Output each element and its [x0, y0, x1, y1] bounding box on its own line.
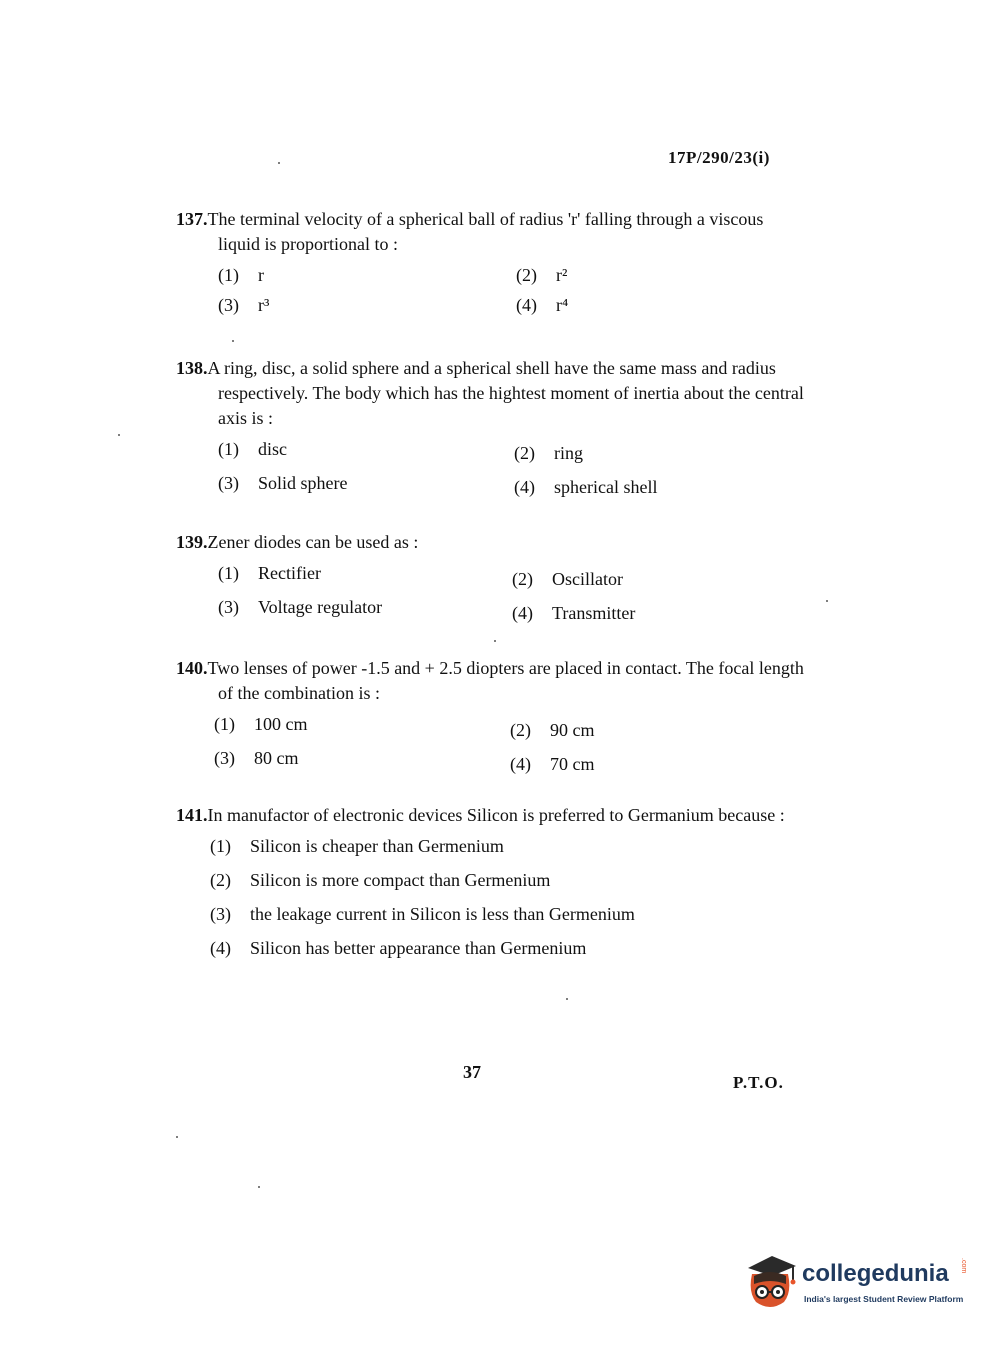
option-3: (3) Voltage regulator [218, 597, 383, 617]
question-text: The terminal velocity of a spherical ball of radius 'r' falling through a viscous liquid is proportional to : [207, 209, 764, 254]
question-139 [176, 530, 806, 625]
option-1: (1) Rectifier [218, 563, 321, 583]
option-4: (4) r⁴ [516, 295, 569, 315]
option-3: (3) the leakage current in Silicon is less than Germenium [210, 904, 635, 924]
scan-speck [232, 340, 234, 342]
question-text: Zener diodes can be used as : [207, 532, 419, 552]
question-text: A ring, disc, a solid sphere and a spherical shell have the same mass and radius respectively. The body which has the hightest moment of inertia about the central axis is : [207, 358, 804, 428]
option-2: (2) Silicon is more compact than Germenium [210, 870, 551, 890]
option-2: (2) ring [514, 443, 583, 463]
question-number: 141. [176, 805, 208, 825]
option-1: (1) r [218, 265, 264, 285]
page-number: 37 [463, 1062, 481, 1082]
question-141 [176, 803, 806, 970]
scan-speck [494, 640, 496, 642]
option-4: (4) spherical shell [514, 477, 658, 497]
question-number: 140. [176, 658, 208, 678]
logo-suffix: .com [960, 1258, 967, 1274]
question-text: Two lenses of power -1.5 and + 2.5 diopters are placed in contact. The focal length of the combination is : [207, 658, 804, 703]
option-4: (4) Silicon has better appearance than Germenium [210, 938, 587, 958]
paper-code: 17P/290/23(i) [668, 148, 770, 167]
scan-speck [826, 600, 828, 602]
scan-speck [118, 434, 120, 436]
mascot-icon [742, 1252, 800, 1312]
option-3: (3) r³ [218, 295, 270, 315]
logo-tagline: India's largest Student Review Platform [804, 1294, 964, 1304]
pto-label: P.T.O. [733, 1073, 784, 1092]
question-140 [176, 656, 806, 776]
option-2: (2) 90 cm [510, 720, 595, 740]
option-1: (1) Silicon is cheaper than Germenium [210, 836, 504, 856]
option-2: (2) r² [516, 265, 568, 285]
option-3: (3) Solid sphere [218, 473, 348, 493]
scan-speck [258, 1186, 260, 1188]
logo-wordmark: collegedunia [802, 1260, 949, 1287]
scan-speck [566, 998, 568, 1000]
option-4: (4) 70 cm [510, 754, 595, 774]
option-1: (1) 100 cm [214, 714, 308, 734]
question-text: In manufactor of electronic devices Silicon is preferred to Germanium because : [207, 805, 785, 825]
question-138 [176, 356, 806, 501]
scan-speck [176, 1136, 178, 1138]
option-1: (1) disc [218, 439, 287, 459]
question-number: 138. [176, 358, 208, 378]
question-137 [176, 207, 806, 327]
question-number: 139. [176, 532, 208, 552]
question-number: 137. [176, 209, 208, 229]
option-4: (4) Transmitter [512, 603, 636, 623]
option-3: (3) 80 cm [214, 748, 299, 768]
option-2: (2) Oscillator [512, 569, 623, 589]
collegedunia-logo [742, 1252, 972, 1312]
scan-speck [278, 162, 280, 164]
